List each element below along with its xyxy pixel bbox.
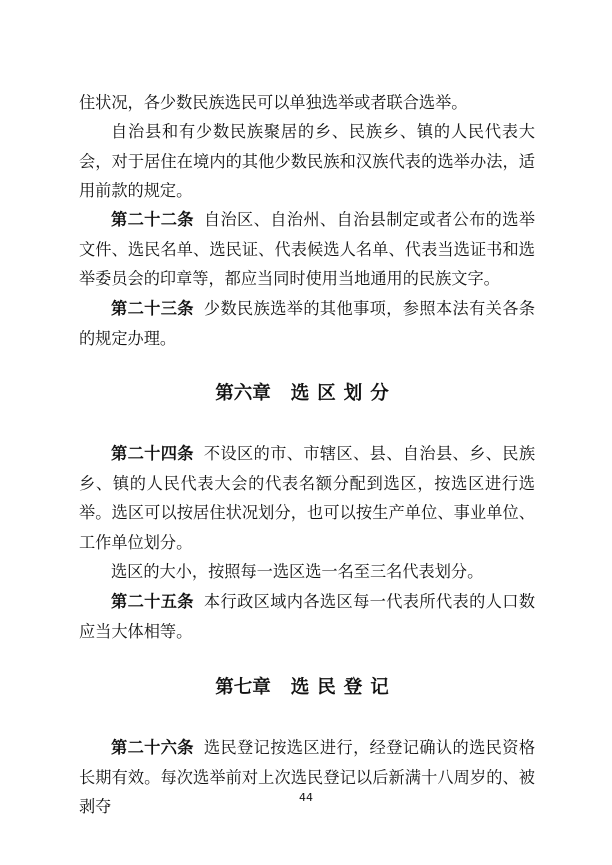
article-number: 第二十三条 xyxy=(111,299,194,318)
chapter-number: 第六章 xyxy=(215,383,271,404)
paragraph-continuation xyxy=(79,88,535,118)
paragraph-text: 自治县和有少数民族聚居的乡、民族乡、镇的人民代表大会，对于居住在境内的其他少数民族和汉族代表的选举办法，适用前款的规定。 xyxy=(79,122,535,200)
paragraph-text: 住状况，各少数民族选民可以单独选举或者联合选举。 xyxy=(79,93,468,112)
paragraph-text: 选区的大小，按照每一选区选一名至三名代表划分。 xyxy=(111,562,484,581)
article-number: 第二十四条 xyxy=(111,444,194,463)
article-number: 第二十二条 xyxy=(111,210,194,229)
paragraph-district-size xyxy=(79,557,535,587)
article-text: 少数民族选举的其他事项，参照本法有关各条的规定办理。 xyxy=(79,299,536,348)
chapter-7-heading xyxy=(0,675,612,701)
chapter-title: 选区划分 xyxy=(290,383,397,404)
chapter-6-heading xyxy=(0,381,612,407)
article-22 xyxy=(79,205,535,294)
chapter-number: 第七章 xyxy=(215,677,271,698)
article-text: 本行政区域内各选区每一代表所代表的人口数应当大体相等。 xyxy=(79,592,536,641)
article-text: 选民登记按选区进行，经登记确认的选民资格长期有效。每次选举前对上次选民登记以后新满十八周岁的、被剥夺 xyxy=(79,738,536,816)
article-25 xyxy=(79,587,535,646)
paragraph-autonomous-county xyxy=(79,117,535,206)
article-26 xyxy=(79,733,535,822)
article-number: 第二十五条 xyxy=(111,592,194,611)
article-text: 自治区、自治州、自治县制定或者公布的选举文件、选民名单、选民证、代表候选人名单、代表当选证书和选举委员会的印章等，都应当同时使用当地通用的民族文字。 xyxy=(79,210,536,288)
chapter-title: 选民登记 xyxy=(290,677,397,698)
article-number: 第二十六条 xyxy=(111,738,194,757)
article-23 xyxy=(79,294,535,353)
page-number: 44 xyxy=(299,791,313,804)
article-text: 不设区的市、市辖区、县、自治县、乡、民族乡、镇的人民代表大会的代表名额分配到选区，按选区进行选举。选区可以按居住状况划分，也可以按生产单位、事业单位、工作单位划分。 xyxy=(79,444,536,552)
article-24 xyxy=(79,439,535,557)
